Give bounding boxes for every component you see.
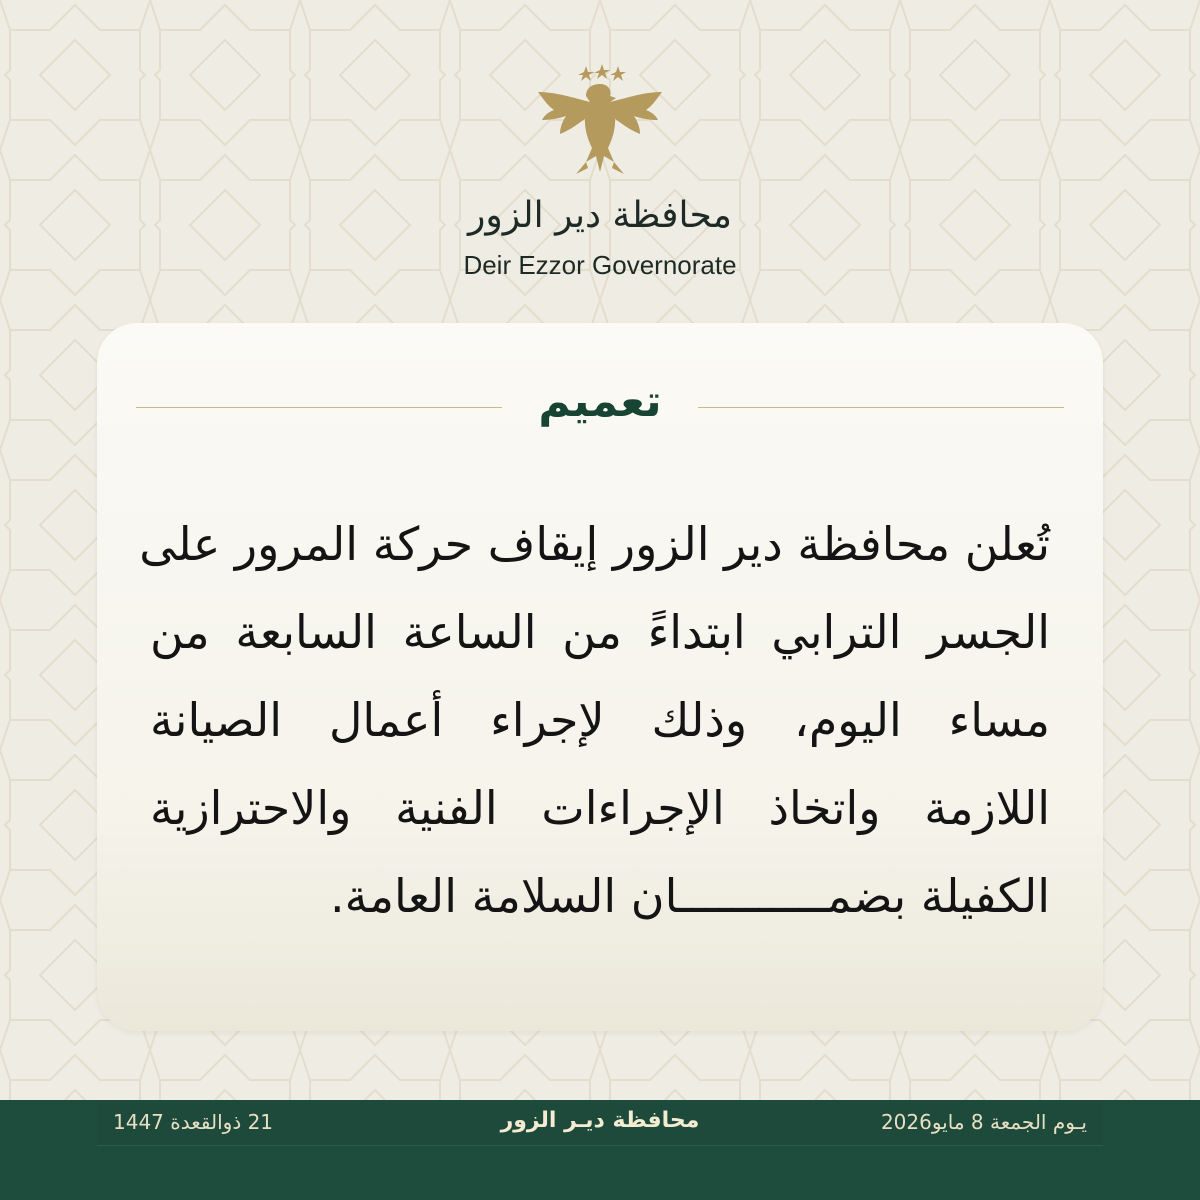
notice-line: مساء اليوم، وذلك لإجراء أعمال الصيانة [150, 693, 1050, 747]
notice-body [139, 500, 1050, 940]
footer-divider [97, 1145, 1103, 1146]
notice-title: تعميم [538, 376, 662, 427]
footer-hijri-date: 21 ذوالقعدة 1447 [113, 1110, 274, 1134]
notice-line: الكفيلة بضمـــــــــــان السلامة العامة. [330, 869, 1050, 923]
footer-gregorian-date: يـوم الجمعة 8 مايو2026 [880, 1110, 1087, 1134]
notice-line: اللازمة واتخاذ الإجراءات الفنية والاحترازية [150, 781, 1050, 835]
notice-line: تُعلن محافظة دير الزور إيقاف حركة المرور على [139, 517, 1050, 571]
notice-line: الجسر الترابي ابتداءً من الساعة السابعة من [150, 605, 1050, 659]
footer-governorate-label: محافظة ديـر الزور [500, 1108, 700, 1133]
governorate-name-arabic: محافظة دير الزور [468, 195, 732, 236]
eagle-emblem-icon [530, 62, 670, 182]
governorate-name-english: Deir Ezzor Governorate [463, 250, 737, 280]
